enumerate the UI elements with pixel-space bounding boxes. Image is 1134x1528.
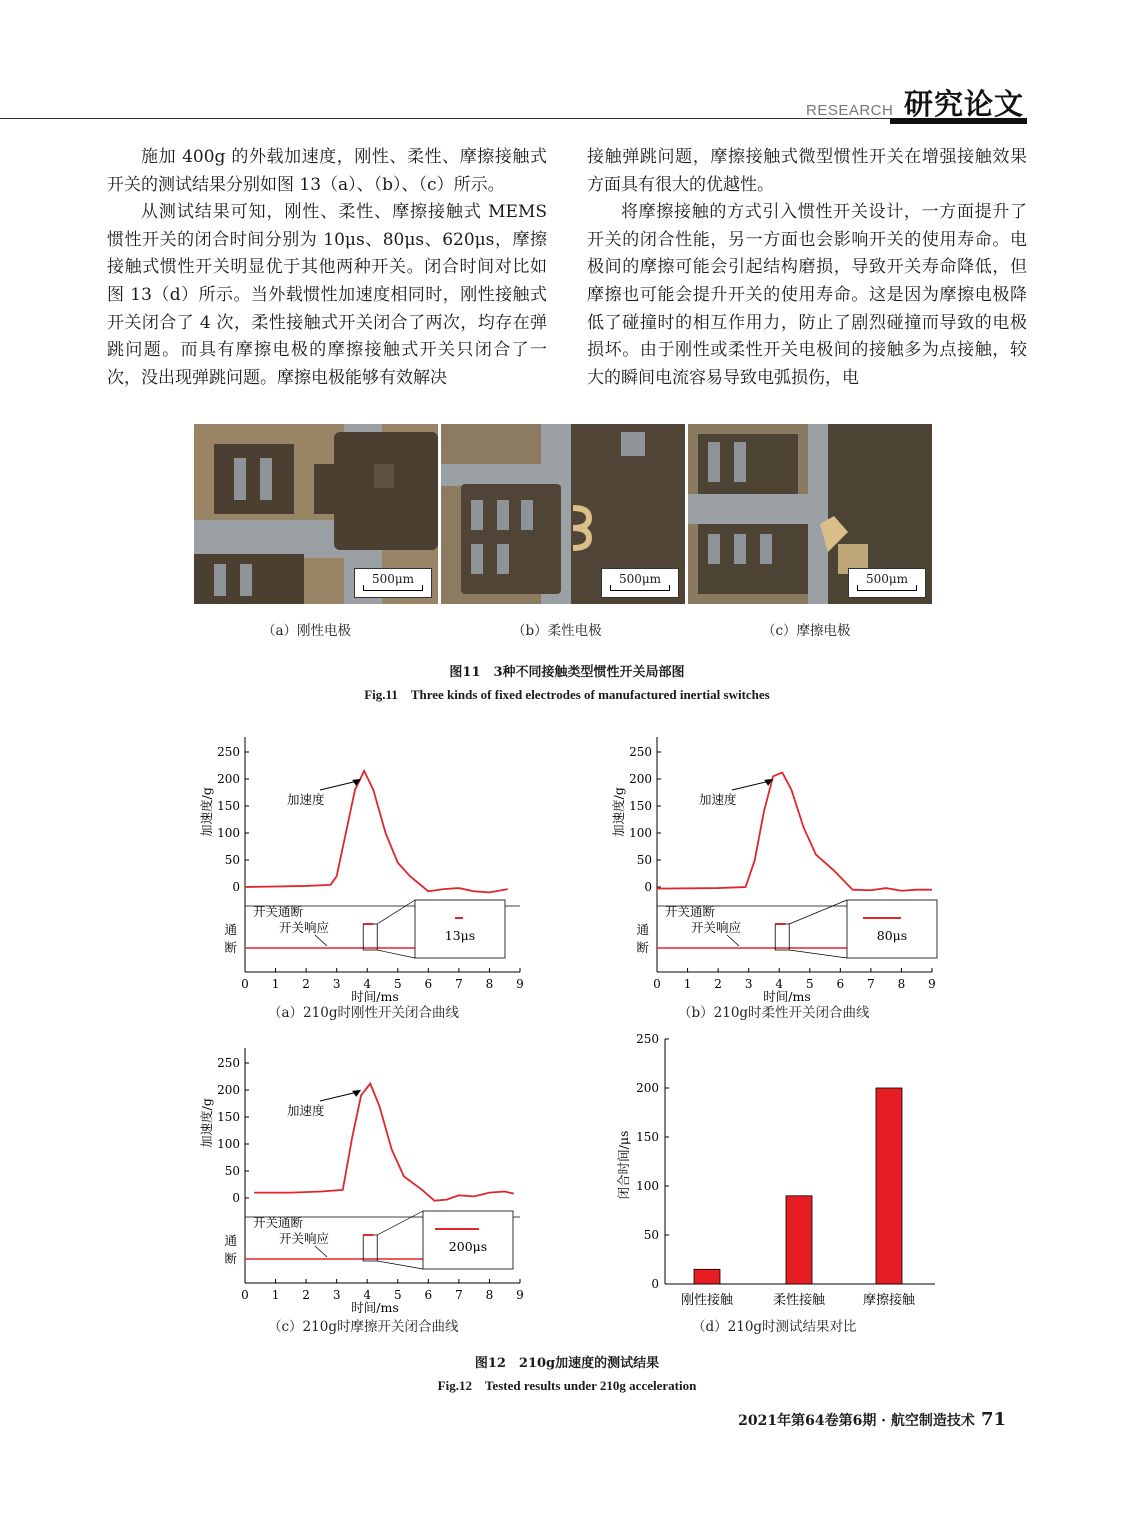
x-tick-label: 6 bbox=[424, 1288, 433, 1302]
zoom-box bbox=[363, 924, 377, 950]
response-arrow bbox=[315, 935, 327, 946]
y-tick-label: 0 bbox=[232, 880, 240, 894]
y-tick-label: 50 bbox=[224, 853, 240, 867]
accel-arrow bbox=[320, 1092, 358, 1101]
y-tick-label: 250 bbox=[217, 745, 240, 759]
fig11-sub-b: （b）柔性电极 bbox=[512, 623, 602, 639]
y-tick-label: 100 bbox=[629, 826, 652, 840]
on-label: 通 bbox=[224, 1233, 237, 1248]
accel-arrow bbox=[732, 781, 770, 790]
x-tick-label: 3 bbox=[332, 1288, 341, 1302]
x-tick-label: 5 bbox=[393, 977, 402, 991]
x-tick-label: 9 bbox=[516, 1288, 524, 1302]
switch-response-label: 开关响应 bbox=[691, 920, 742, 935]
y-axis-label: 加速度/g bbox=[611, 787, 626, 837]
switch-response-label: 开关响应 bbox=[279, 920, 330, 935]
y-axis-label: 闭合时间/μs bbox=[616, 1130, 631, 1200]
x-tick-label: 4 bbox=[775, 977, 784, 991]
switch-onoff-label: 开关通断 bbox=[253, 904, 304, 919]
off-label: 断 bbox=[224, 1251, 237, 1266]
x-tick-label: 1 bbox=[271, 977, 280, 991]
x-tick-label: 8 bbox=[485, 977, 494, 991]
x-tick-label: 3 bbox=[744, 977, 753, 991]
y-tick-label: 100 bbox=[636, 1179, 659, 1193]
x-tick-label: 8 bbox=[485, 1288, 494, 1302]
y-tick-label: 50 bbox=[224, 1164, 240, 1178]
on-label: 通 bbox=[636, 922, 649, 937]
y-tick-label: 0 bbox=[232, 1191, 240, 1205]
category-label: 摩擦接触 bbox=[862, 1293, 916, 1308]
inset-label: 13μs bbox=[444, 928, 476, 943]
inset-label: 200μs bbox=[448, 1239, 488, 1254]
scale-bar: 500μm bbox=[601, 568, 679, 598]
on-label: 通 bbox=[224, 922, 237, 937]
chart-rigid bbox=[195, 722, 540, 1002]
accel-label: 加速度 bbox=[287, 1103, 325, 1118]
x-tick-label: 0 bbox=[241, 1288, 249, 1302]
accel-label: 加速度 bbox=[699, 792, 737, 807]
y-tick-label: 100 bbox=[217, 826, 240, 840]
x-tick-label: 0 bbox=[653, 977, 661, 991]
y-tick-label: 150 bbox=[636, 1130, 659, 1144]
x-tick-label: 2 bbox=[302, 977, 310, 991]
x-axis-label: 时间/ms bbox=[763, 989, 811, 1002]
zoom-line bbox=[377, 1261, 423, 1269]
x-axis-label: 时间/ms bbox=[351, 989, 399, 1002]
x-tick-label: 4 bbox=[363, 977, 372, 991]
accel-label: 加速度 bbox=[287, 792, 325, 807]
fig12-sub-d: （d）210g时测试结果对比 bbox=[692, 1319, 857, 1335]
accel-curve bbox=[245, 771, 508, 893]
switch-response-label: 开关响应 bbox=[279, 1231, 330, 1246]
header-rule bbox=[0, 118, 890, 119]
footer-journal: 2021年第64卷第6期 · 航空制造技术 bbox=[738, 1413, 975, 1429]
fig11-sub-a: （a）刚性电极 bbox=[262, 623, 352, 639]
fig12-sub-c: （c）210g时摩擦开关闭合曲线 bbox=[268, 1319, 459, 1335]
x-tick-label: 2 bbox=[714, 977, 722, 991]
zoom-line bbox=[377, 900, 415, 924]
page-footer bbox=[738, 1409, 1006, 1430]
chart-bar-compare bbox=[610, 1025, 950, 1315]
x-tick-label: 6 bbox=[424, 977, 433, 991]
bar bbox=[694, 1269, 720, 1284]
left-column bbox=[107, 144, 547, 392]
zoom-line bbox=[789, 900, 847, 924]
switch-onoff-label: 开关通断 bbox=[665, 904, 716, 919]
fig11-sub-c: （c）摩擦电极 bbox=[762, 623, 851, 639]
switch-onoff-label: 开关通断 bbox=[253, 1215, 304, 1230]
y-tick-label: 150 bbox=[217, 1110, 240, 1124]
fig12-sub-b: （b）210g时柔性开关闭合曲线 bbox=[678, 1005, 870, 1021]
x-tick-label: 5 bbox=[393, 1288, 402, 1302]
x-tick-label: 8 bbox=[897, 977, 906, 991]
y-tick-label: 200 bbox=[217, 772, 240, 786]
y-axis-label: 加速度/g bbox=[199, 787, 214, 837]
x-tick-label: 0 bbox=[241, 977, 249, 991]
off-label: 断 bbox=[224, 940, 237, 955]
fig12-caption-en: Fig.12 Tested results under 210g acceleration bbox=[437, 1378, 697, 1393]
response-arrow bbox=[315, 1246, 327, 1257]
x-tick-label: 5 bbox=[805, 977, 814, 991]
y-tick-label: 200 bbox=[217, 1083, 240, 1097]
research-label: RESEARCH bbox=[806, 102, 894, 119]
category-label: 刚性接触 bbox=[680, 1293, 734, 1308]
y-tick-label: 50 bbox=[636, 853, 652, 867]
y-tick-label: 100 bbox=[217, 1137, 240, 1151]
y-tick-label: 250 bbox=[636, 1032, 659, 1046]
zoom-line bbox=[377, 1211, 423, 1235]
y-tick-label: 50 bbox=[643, 1228, 659, 1242]
x-tick-label: 9 bbox=[928, 977, 936, 991]
accel-curve bbox=[254, 1084, 514, 1201]
chart-flexible bbox=[607, 722, 952, 1002]
right-column bbox=[587, 144, 1027, 392]
photo-friction-electrode bbox=[688, 424, 932, 604]
scale-bar: 500μm bbox=[354, 568, 432, 598]
x-tick-label: 7 bbox=[455, 977, 463, 991]
x-axis-label: 时间/ms bbox=[351, 1300, 399, 1313]
x-tick-label: 4 bbox=[363, 1288, 372, 1302]
fig11-caption-cn: 图11 3种不同接触类型惯性开关局部图 bbox=[449, 665, 685, 680]
left-paragraph-2: 从测试结果可知，刚性、柔性、摩擦接触式 MEMS 惯性开关的闭合时间分别为 10μs、80μs、620μs，摩擦接触式惯性开关明显优于其他两种开关。闭合时间对比如图 13（d）所示。当外载惯性加速度相同时，刚性接触式开关闭合了 4 次，柔性接触式开关闭合了两次，均存在弹跳问题。而具有摩擦电极的摩擦接触式开关只闭合了一次，没出现弹跳问题。摩擦电极能够有效解决 bbox=[107, 202, 547, 388]
inset-label: 80μs bbox=[876, 928, 908, 943]
fig11-caption-en: Fig.11 Three kinds of fixed electrodes of manufactured inertial switches bbox=[364, 687, 770, 702]
y-tick-label: 0 bbox=[651, 1277, 659, 1291]
x-tick-label: 9 bbox=[516, 977, 524, 991]
y-tick-label: 150 bbox=[217, 799, 240, 813]
y-axis-label: 加速度/g bbox=[199, 1098, 214, 1148]
left-paragraph-1: 施加 400g 的外载加速度，刚性、柔性、摩擦接触式开关的测试结果分别如图 13（a）、（b）、（c）所示。 bbox=[107, 147, 547, 195]
photo-rigid-electrode bbox=[194, 424, 438, 604]
y-tick-label: 250 bbox=[629, 745, 652, 759]
y-tick-label: 0 bbox=[644, 880, 652, 894]
x-tick-label: 6 bbox=[836, 977, 845, 991]
section-title: 研究论文 bbox=[904, 87, 1025, 121]
off-label: 断 bbox=[636, 940, 649, 955]
bar bbox=[786, 1196, 812, 1284]
category-label: 柔性接触 bbox=[772, 1293, 826, 1308]
x-tick-label: 3 bbox=[332, 977, 341, 991]
accel-arrow bbox=[320, 781, 358, 790]
photo-flexible-electrode bbox=[441, 424, 685, 604]
response-arrow bbox=[727, 935, 739, 946]
zoom-line bbox=[789, 950, 847, 958]
fig12-caption-cn: 图12 210g加速度的测试结果 bbox=[474, 1356, 660, 1371]
chart-friction bbox=[195, 1033, 540, 1313]
y-tick-label: 150 bbox=[629, 799, 652, 813]
x-tick-label: 7 bbox=[455, 1288, 463, 1302]
page-number: 71 bbox=[980, 1409, 1006, 1430]
zoom-line bbox=[377, 950, 415, 958]
zoom-box bbox=[775, 924, 789, 950]
right-paragraph-1: 接触弹跳问题，摩擦接触式微型惯性开关在增强接触效果方面具有很大的优越性。 bbox=[587, 147, 1027, 195]
x-tick-label: 2 bbox=[302, 1288, 310, 1302]
right-paragraph-2: 将摩擦接触的方式引入惯性开关设计，一方面提升了开关的闭合性能，另一方面也会影响开关的使用寿命。电极间的摩擦可能会引起结构磨损，导致开关寿命降低，但摩擦也可能会提升开关的使用寿命。这是因为摩擦电极降低了碰撞时的相互作用力，防止了剧烈碰撞而导致的电极损坏。由于刚性或柔性开关电极间的接触多为点接触，较大的瞬间电流容易导致电弧损伤，电 bbox=[587, 202, 1027, 388]
bar bbox=[876, 1088, 902, 1284]
x-tick-label: 7 bbox=[867, 977, 875, 991]
fig12-sub-a: （a）210g时刚性开关闭合曲线 bbox=[268, 1005, 459, 1021]
y-tick-label: 200 bbox=[629, 772, 652, 786]
y-tick-label: 250 bbox=[217, 1056, 240, 1070]
accel-curve bbox=[657, 773, 932, 891]
x-tick-label: 1 bbox=[683, 977, 692, 991]
y-tick-label: 200 bbox=[636, 1081, 659, 1095]
scale-bar: 500μm bbox=[848, 568, 926, 598]
zoom-box bbox=[363, 1235, 377, 1261]
x-tick-label: 1 bbox=[271, 1288, 280, 1302]
